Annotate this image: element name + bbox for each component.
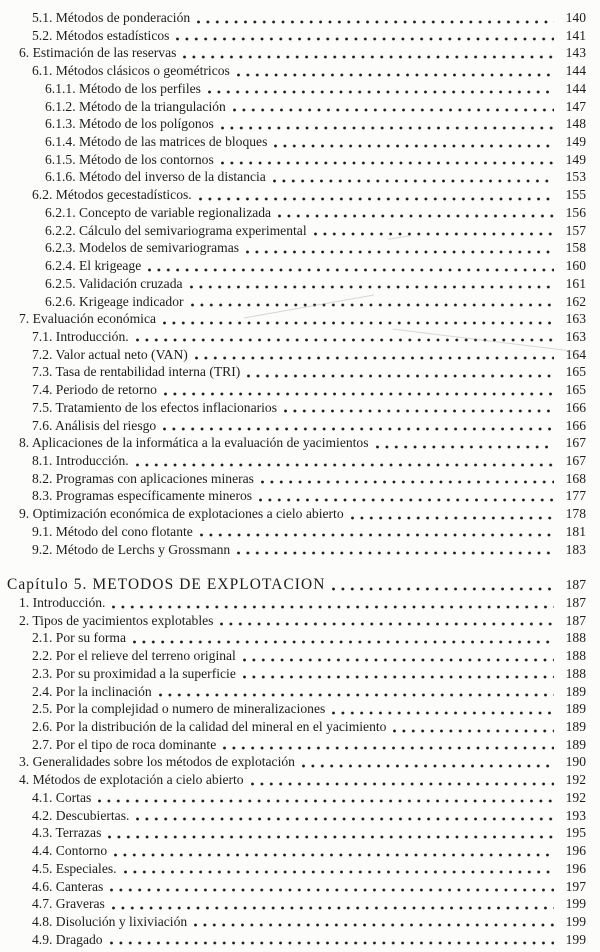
toc-entry — [0, 771, 586, 789]
toc-entry — [0, 860, 586, 878]
toc-entry-page: 188 — [565, 630, 586, 646]
toc-entry — [0, 363, 586, 381]
toc-entry-label: 4.9. Dragado — [32, 931, 103, 947]
toc-entry-page: 161 — [565, 275, 586, 291]
dot-leader — [190, 285, 554, 289]
dot-leader — [243, 658, 554, 662]
toc-entry-label: 4.4. Contorno — [32, 843, 108, 859]
dot-leader — [176, 37, 554, 41]
toc-entry-label: 7.2. Valor actual neto (VAN) — [32, 346, 188, 362]
toc-entry-label: 9. Optimización económica de explotaciones a cielo abierto — [19, 506, 344, 522]
toc-entry — [0, 753, 586, 771]
dot-leader — [98, 799, 554, 803]
dot-leader — [332, 587, 554, 591]
toc-entry-label: 2.2. Por el relieve del terreno original — [32, 648, 236, 664]
toc-entry — [0, 222, 586, 240]
toc-entry — [0, 718, 586, 736]
dot-leader — [376, 445, 554, 449]
toc-entry-page: 156 — [565, 204, 586, 220]
toc-entry-page: 166 — [565, 399, 586, 415]
toc-entry-page: 143 — [565, 45, 586, 61]
toc-entry-label: 6.1. Métodos clásicos o geométricos — [32, 63, 230, 79]
toc-entry-label: 6.2. Métodos gecestadísticos. — [32, 187, 192, 203]
dot-leader — [274, 144, 554, 148]
toc-entry-page: 189 — [565, 683, 586, 699]
toc-entry — [0, 505, 586, 523]
toc-entry — [0, 452, 586, 470]
dot-leader — [221, 161, 554, 165]
toc-entry-label: 6.1.3. Método de los polígonos — [45, 116, 214, 132]
toc-entry — [0, 842, 586, 860]
toc-entry — [0, 9, 586, 27]
toc-entry — [0, 931, 586, 949]
toc-entry-page: 189 — [565, 701, 586, 717]
toc-entry-label: 6.2.6. Krigeage indicador — [45, 293, 184, 309]
toc-entry — [0, 807, 586, 825]
toc-entry-label: 4.1. Cortas — [32, 789, 92, 805]
toc-entry — [0, 151, 586, 169]
toc-entry-label: 6.1.1. Método de los perfiles — [45, 80, 201, 96]
toc-entry-page: 149 — [565, 151, 586, 167]
toc-entry-label: 9.2. Método de Lerchs y Grossmann — [32, 541, 231, 557]
toc-entry-label: Capítulo 5. METODOS DE EXPLOTACION — [7, 576, 326, 594]
toc-entry-label: 4.6. Canteras — [32, 878, 104, 894]
dot-leader — [110, 941, 554, 945]
toc-entry-label: 2.6. Por la distribución de la calidad del mineral en el yacimiento — [32, 719, 387, 735]
toc-entry-label: 6. Estimación de las reservas — [19, 45, 177, 61]
toc-entry-page: 197 — [565, 878, 586, 894]
dot-leader — [110, 888, 554, 892]
toc-entry-page: 165 — [565, 364, 586, 380]
dot-leader — [208, 90, 554, 94]
dot-leader — [351, 516, 554, 520]
dot-leader — [314, 232, 554, 236]
toc-entry — [0, 594, 586, 612]
dot-leader — [284, 409, 554, 413]
toc-entry-page: 166 — [565, 417, 586, 433]
toc-entry — [0, 168, 586, 186]
toc-entry-page: 149 — [565, 134, 586, 150]
toc-entry-page: 199 — [565, 896, 586, 912]
toc-entry-label: 1. Introducción. — [19, 595, 106, 610]
toc-entry-label: 3. Generalidades sobre los métodos de explotación — [19, 754, 295, 770]
toc-entry-page: 190 — [565, 754, 586, 770]
dot-leader — [261, 480, 554, 484]
toc-entry-label: 8.2. Programas con aplicaciones mineras — [32, 470, 254, 486]
toc-entry-page: 187 — [565, 577, 586, 593]
toc-entry-page: 187 — [565, 612, 586, 628]
toc-entry-page: 163 — [565, 328, 586, 344]
toc-entry — [0, 44, 586, 62]
toc-entry-label: 4.8. Disolución y lixiviación — [32, 913, 188, 929]
toc-entry-page: 183 — [565, 541, 586, 557]
toc-entry-page: 165 — [565, 382, 586, 398]
toc-entry — [0, 736, 586, 754]
toc-entry-page: 167 — [565, 435, 586, 451]
toc-entry-label: 8.1. Introducción. — [32, 452, 129, 468]
toc-entry-label: 6.1.5. Método de los contornos — [45, 151, 214, 167]
toc-entry — [0, 399, 586, 417]
toc-entry — [0, 186, 586, 204]
dot-leader — [148, 268, 554, 272]
toc-entry-label: 9.1. Método del cono flotante — [32, 523, 193, 539]
toc-entry-page: 164 — [565, 346, 586, 362]
toc-entry — [0, 913, 586, 931]
dot-leader — [124, 870, 554, 874]
toc-entry-page: 199 — [565, 931, 586, 947]
dot-leader — [247, 374, 554, 378]
dot-leader — [273, 179, 554, 183]
toc-entry-page: 147 — [565, 98, 586, 114]
toc-entry-page: 195 — [565, 825, 586, 841]
toc-entry — [0, 895, 586, 913]
toc-entry-page: 157 — [565, 222, 586, 238]
toc-entry-label: 6.1.2. Método de la triangulación — [45, 98, 226, 114]
toc-entry — [0, 80, 586, 98]
dot-leader — [136, 338, 554, 342]
dot-leader — [108, 835, 554, 839]
toc-entry-label: 6.1.6. Método del inverso de la distancia — [45, 169, 266, 185]
toc-entry — [0, 239, 586, 257]
toc-entry — [0, 27, 586, 45]
toc-entry — [0, 293, 586, 311]
dot-leader — [199, 197, 554, 201]
toc-entry — [0, 310, 586, 328]
toc-entry-page: 188 — [565, 665, 586, 681]
dot-leader — [278, 214, 554, 218]
toc-entry-label: 2.7. Por el tipo de roca dominante — [32, 736, 217, 752]
dot-leader — [259, 498, 554, 502]
toc-entry — [0, 470, 586, 488]
toc-entry-page: 192 — [565, 789, 586, 805]
toc-entry — [0, 381, 586, 399]
toc-entry — [0, 629, 586, 647]
toc-entry — [0, 612, 586, 630]
toc-entry-label: 2. Tipos de yacimientos explotables — [19, 612, 214, 628]
dot-leader — [136, 463, 554, 467]
dot-leader — [195, 356, 554, 360]
dot-leader — [302, 764, 554, 768]
toc-entry-page: 189 — [565, 719, 586, 735]
toc-entry-label: 6.2.5. Validación cruzada — [45, 275, 183, 291]
toc-entry-page: 188 — [565, 648, 586, 664]
toc-entry-label: 5.2. Métodos estadísticos — [32, 27, 170, 43]
toc-entry-page: 158 — [565, 240, 586, 256]
toc-entry-page: 167 — [565, 452, 586, 468]
toc-entry-page: 187 — [565, 595, 586, 610]
toc-entry-page: 181 — [565, 523, 586, 539]
toc-entry-label: 4.5. Especiales. — [32, 860, 117, 876]
toc-entry-label: 7.5. Tratamiento de los efectos inflacionarios — [32, 399, 278, 415]
dot-leader — [197, 20, 554, 24]
toc-entry-label: 7.3. Tasa de rentabilidad interna (TRI) — [32, 364, 241, 380]
toc-entry — [0, 700, 586, 718]
toc-entry-label: 6.2.2. Cálculo del semivariograma experimental — [45, 222, 307, 238]
dot-leader — [183, 55, 554, 59]
toc-entry-page: 189 — [565, 736, 586, 752]
toc-entry — [0, 328, 586, 346]
dot-leader — [191, 303, 554, 307]
dot-leader — [220, 622, 554, 626]
dot-leader — [114, 853, 554, 857]
toc-entry-page: 144 — [565, 63, 586, 79]
toc-entry-label: 6.2.4. El krigeage — [45, 258, 142, 274]
toc-entry — [0, 62, 586, 80]
dot-leader — [112, 906, 554, 910]
toc-entry — [0, 878, 586, 896]
toc-entry-page: 177 — [565, 488, 586, 504]
toc-entry — [0, 346, 586, 364]
toc-entry-label: 4. Métodos de explotación a cielo abierto — [19, 772, 244, 788]
toc-entry-page: 192 — [565, 772, 586, 788]
dot-leader — [221, 126, 554, 130]
dot-leader — [243, 675, 554, 679]
toc-entry — [0, 115, 586, 133]
toc-entry-page: 153 — [565, 169, 586, 185]
toc-entry-page: 178 — [565, 506, 586, 522]
toc-entry-page: 155 — [565, 187, 586, 203]
toc-entry — [0, 789, 586, 807]
toc-entry — [0, 434, 586, 452]
toc-entry-page: 144 — [565, 80, 586, 96]
toc-entry — [0, 683, 586, 701]
toc-entry — [0, 133, 586, 151]
toc-entry-label: 2.3. Por su proximidad a la superficie — [32, 665, 236, 681]
toc-entry — [0, 417, 586, 435]
toc-entry-label: 8. Aplicaciones de la informática a la evaluación de yacimientos — [19, 435, 369, 451]
dot-leader — [237, 551, 554, 555]
toc-entry — [0, 487, 586, 505]
toc-entry-label: 5.1. Métodos de ponderación — [32, 10, 191, 25]
toc-entry-label: 7.6. Análisis del riesgo — [32, 417, 157, 433]
toc-entry — [0, 541, 586, 559]
toc-entry-page: 193 — [565, 807, 586, 823]
toc-entry — [0, 665, 586, 683]
toc-entry — [0, 98, 586, 116]
toc-entry-label: 4.7. Graveras — [32, 896, 105, 912]
dot-leader — [133, 640, 554, 644]
toc-entry-label: 2.4. Por la inclinación — [32, 683, 152, 699]
toc-entry — [0, 824, 586, 842]
toc-entry-page: 160 — [565, 258, 586, 274]
dot-leader — [233, 108, 554, 112]
toc-entry-page: 141 — [565, 27, 586, 43]
toc-entry — [0, 275, 586, 293]
toc-entry-page: 199 — [565, 913, 586, 929]
dot-leader — [112, 605, 554, 609]
dot-leader — [194, 923, 554, 927]
toc-entry-page: 196 — [565, 843, 586, 859]
toc-entry-page: 140 — [565, 10, 586, 25]
dot-leader — [136, 817, 554, 821]
toc-entry-page: 148 — [565, 116, 586, 132]
toc-entry-label: 2.1. Por su forma — [32, 630, 127, 646]
toc-entry — [0, 647, 586, 665]
toc-entry-label: 7.1. Introducción. — [32, 328, 129, 344]
toc-entry-page: 162 — [565, 293, 586, 309]
toc-entry-label: 6.2.3. Modelos de semivariogramas — [45, 240, 240, 256]
toc-entry-label: 2.5. Por la complejidad o numero de mineralizaciones — [32, 701, 326, 717]
toc-entry-label: 4.2. Descubiertas. — [32, 807, 130, 823]
toc-entry-page: 168 — [565, 470, 586, 486]
dot-leader — [332, 711, 554, 715]
dot-leader — [223, 746, 554, 750]
toc-entry-label: 7. Evaluación económica — [19, 311, 157, 327]
dot-leader — [200, 533, 554, 537]
dot-leader — [393, 729, 554, 733]
toc-entry-page: 196 — [565, 860, 586, 876]
dot-leader — [164, 392, 554, 396]
dot-leader — [163, 321, 554, 325]
dot-leader — [159, 693, 554, 697]
dot-leader — [246, 250, 554, 254]
toc-entry-label: 8.3. Programas específicamente mineros — [32, 488, 253, 504]
dot-leader — [237, 73, 554, 77]
toc-entry — [0, 204, 586, 222]
toc-entry-label: 6.1.4. Método de las matrices de bloques — [45, 134, 268, 150]
dot-leader — [251, 782, 554, 786]
toc-entry-label: 6.2.1. Concepto de variable regionalizada — [45, 204, 272, 220]
toc-list — [0, 9, 586, 948]
toc-entry — [0, 576, 586, 594]
toc-entry-page: 163 — [565, 311, 586, 327]
toc-entry — [0, 523, 586, 541]
toc-entry — [0, 257, 586, 275]
dot-leader — [163, 427, 554, 431]
toc-entry-label: 7.4. Periodo de retorno — [32, 382, 157, 398]
toc-entry-label: 4.3. Terrazas — [32, 825, 102, 841]
